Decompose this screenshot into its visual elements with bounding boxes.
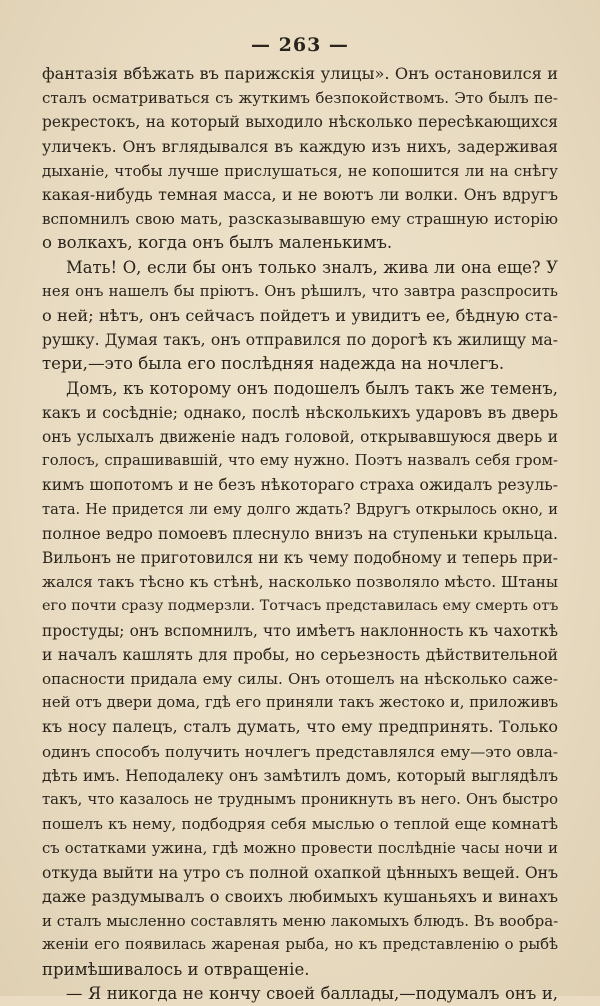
- text-line: рекрестокъ, на который выходило нѣсколько пересѣкающихся: [42, 113, 558, 132]
- text-line: примѣшивалось и отвращеніе.: [42, 959, 310, 979]
- text-line: пошелъ къ нему, подбодряя себя мыслью о теплой еще комнатѣ: [42, 815, 558, 834]
- text-line: — Я никогда не кончу своей баллады,—подумалъ онъ и,: [66, 983, 558, 1003]
- text-line: Мать! О, если бы онъ только зналъ, жива ли она еще? У: [66, 257, 558, 277]
- text-line: и сталъ мысленно составлять меню лакомыхъ блюдъ. Въ вообра-: [42, 912, 559, 931]
- text-line: кимъ шопотомъ и не безъ нѣкотораго страха ожидалъ резуль-: [42, 476, 558, 495]
- text-line: Вильонъ не приготовился ни къ чему подобному и теперь при-: [42, 549, 558, 568]
- text-line: сталъ осматриваться съ жуткимъ безпокойствомъ. Это былъ пе-: [42, 89, 558, 108]
- text-line: жался такъ тѣсно къ стѣнѣ, насколько позволяло мѣсто. Штаны: [42, 573, 558, 592]
- text-line: одинъ способъ получить ночлегъ представлялся ему—это овла-: [42, 742, 558, 761]
- text-line: съ остатками ужина, гдѣ можно провести послѣдніе часы ночи и: [42, 839, 558, 857]
- text-line: опасности придала ему силы. Онъ отошелъ на нѣсколько саже-: [42, 670, 558, 689]
- text-line: полное ведро помоевъ плеснуло внизъ на ступеньки крыльца.: [42, 524, 558, 543]
- text-line: уличекъ. Онъ вглядывался въ каждую изъ нихъ, задерживая: [42, 136, 558, 156]
- text-line: откуда выйти на утро съ полной охапкой цѣнныхъ вещей. Онъ: [42, 863, 558, 882]
- text-line: о волкахъ, когда онъ былъ маленькимъ.: [42, 233, 393, 253]
- text-line: нея онъ нашелъ бы пріютъ. Онъ рѣшилъ, что завтра разспросить: [42, 282, 558, 300]
- body-text: [42, 62, 558, 1006]
- page-number: — 263 —: [251, 34, 349, 56]
- text-line: рушку. Думая такъ, онъ отправился по дорогѣ къ жилищу ма-: [42, 331, 558, 350]
- text-line: ней отъ двери дома, гдѣ его приняли такъ жестоко и, приложивъ: [42, 694, 558, 712]
- text-line: тата. Не придется ли ему долго ждать? Вдругъ открылось окно, и: [42, 500, 558, 518]
- text-line: и началъ кашлять для пробы, но серьезность дѣйствительной: [42, 645, 558, 664]
- text-line: даже раздумывалъ о своихъ любимыхъ кушаньяхъ и винахъ: [42, 886, 558, 906]
- text-line: фантазія вбѣжать въ парижскія улицы». Онъ остановился и: [42, 64, 558, 83]
- text-line: Домъ, къ которому онъ подошелъ былъ такъ же теменъ,: [66, 378, 558, 398]
- text-line: дыханіе, чтобы лучше прислушаться, не копошится ли на снѣгу: [42, 161, 558, 180]
- text-line: тери,—это была его послѣдняя надежда на ночлегъ.: [42, 354, 505, 374]
- text-line: простуды; онъ вспомнилъ, что имѣетъ наклонность къ чахоткѣ: [42, 621, 558, 640]
- text-line: какая-нибудь темная масса, и не воютъ ли волки. Онъ вдругъ: [42, 186, 558, 205]
- text-line: голосъ, спрашивавшій, что ему нужно. Поэтъ назвалъ себя гром-: [42, 452, 558, 470]
- text-line: его почти сразу подмерзли. Тотчасъ представилась ему смерть отъ: [42, 598, 559, 615]
- text-line: онъ услыхалъ движеніе надъ головой, открывавшуюся дверь и: [42, 428, 558, 447]
- text-line: о ней; нѣтъ, онъ сейчасъ пойдетъ и увидитъ ее, бѣдную ста-: [42, 306, 558, 326]
- text-line: къ носу палецъ, сталъ думать, что ему предпринять. Только: [42, 717, 558, 737]
- text-line: вспомнилъ свою мать, разсказывавшую ему страшную исторію: [42, 210, 558, 229]
- text-line: такъ, что казалось не труднымъ проникнуть въ него. Онъ быстро: [42, 791, 558, 809]
- text-line: дѣть имъ. Неподалеку онъ замѣтилъ домъ, который выглядѣлъ: [42, 766, 558, 785]
- text-line: какъ и сосѣдніе; однако, послѣ нѣсколькихъ ударовъ въ дверь: [42, 403, 558, 422]
- text-line: женіи его появилась жареная рыба, но къ представленію о рыбѣ: [42, 936, 558, 954]
